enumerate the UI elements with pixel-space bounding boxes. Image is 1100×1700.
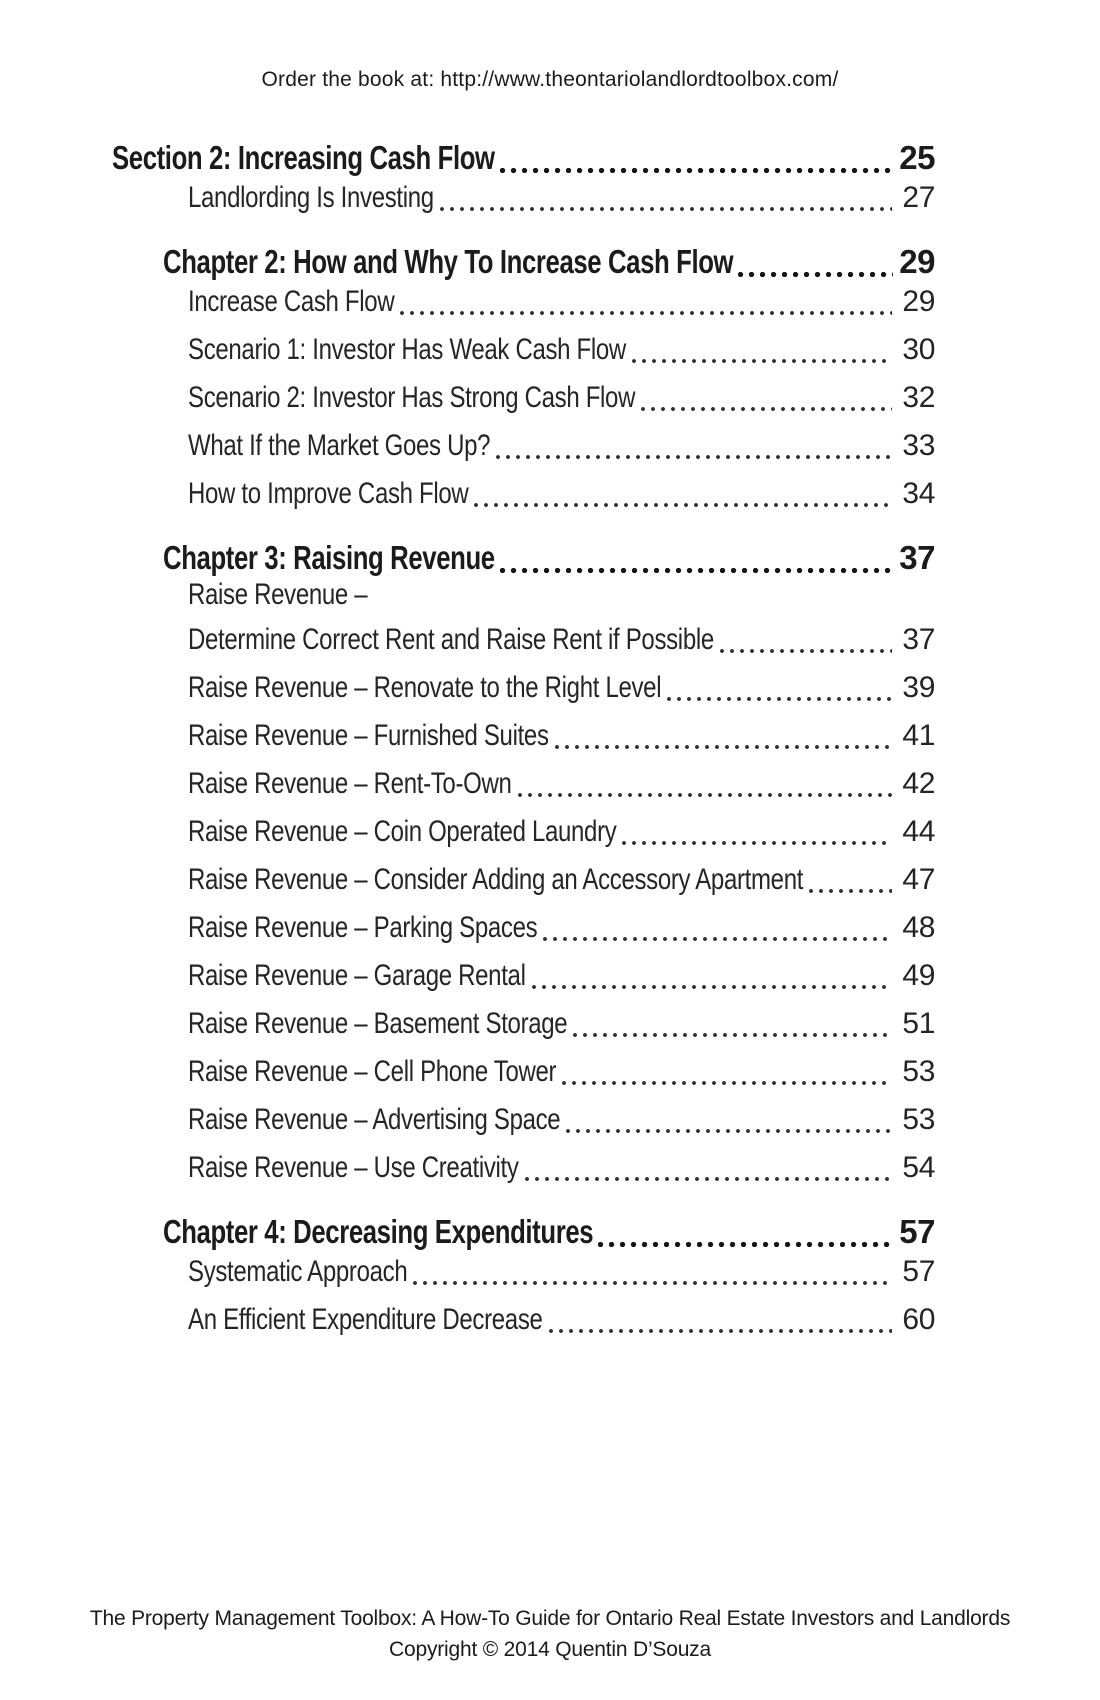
page-number: 53 xyxy=(902,1103,935,1136)
toc-entry-title: How to Improve Cash Flow xyxy=(188,477,469,510)
toc-entry xyxy=(188,1000,935,1048)
page-number: 32 xyxy=(902,381,935,414)
page-number: 33 xyxy=(902,429,935,462)
page-number: 47 xyxy=(902,863,935,896)
dot-leader xyxy=(803,856,900,904)
toc-heading-title: Chapter 3: Raising Revenue xyxy=(163,539,495,576)
dot-leader xyxy=(495,534,898,582)
toc-entry xyxy=(188,904,935,952)
dot-leader xyxy=(661,664,900,712)
toc-entry xyxy=(188,952,935,1000)
dot-leader xyxy=(537,904,900,952)
page-number: 53 xyxy=(902,1055,935,1088)
toc-entry xyxy=(188,1144,935,1192)
toc-entry-title: Raise Revenue – Renovate to the Right Level xyxy=(188,671,662,704)
page-number: 48 xyxy=(902,911,935,944)
toc-entry xyxy=(188,616,935,664)
page-number: 37 xyxy=(902,623,935,656)
page-number: 49 xyxy=(902,959,935,992)
dot-leader xyxy=(519,1144,901,1192)
dot-leader xyxy=(434,174,901,222)
dot-leader xyxy=(468,470,900,518)
toc-entry-title: Increase Cash Flow xyxy=(188,285,395,318)
toc-entry xyxy=(188,1248,935,1296)
page-number: 51 xyxy=(902,1007,935,1040)
toc-entry xyxy=(188,1048,935,1096)
toc-heading-title: Section 2: Increasing Cash Flow xyxy=(112,139,495,176)
toc-entry xyxy=(188,712,935,760)
toc-entry-title: Scenario 2: Investor Has Strong Cash Flow xyxy=(188,381,636,414)
page-number: 54 xyxy=(902,1151,935,1184)
toc-entry-title: Systematic Approach xyxy=(188,1255,408,1288)
dot-leader xyxy=(626,326,900,374)
toc-entry xyxy=(188,470,935,518)
page-number: 60 xyxy=(902,1303,935,1336)
toc-entry xyxy=(188,174,935,222)
toc-entry-title: Raise Revenue – Parking Spaces xyxy=(188,911,538,944)
dot-leader xyxy=(490,422,900,470)
order-book-header-text: Order the book at: http://www.theontariolandlordtoolbox.com/ xyxy=(261,68,839,91)
dot-leader xyxy=(635,374,900,422)
toc-entry xyxy=(188,1296,935,1344)
toc-entry xyxy=(188,326,935,374)
toc-entry-title: Scenario 1: Investor Has Weak Cash Flow xyxy=(188,333,626,366)
page-number: 57 xyxy=(899,1213,935,1250)
toc-entry-title: Determine Correct Rent and Raise Rent if Possible xyxy=(188,623,714,656)
dot-leader xyxy=(560,1096,900,1144)
toc-entry-title: Raise Revenue – Coin Operated Laundry xyxy=(188,815,617,848)
dot-leader xyxy=(567,1000,900,1048)
toc-entry-title: Raise Revenue – Cell Phone Tower xyxy=(188,1055,557,1088)
toc-entry-title: Raise Revenue – Use Creativity xyxy=(188,1151,519,1184)
dot-leader xyxy=(543,1296,901,1344)
dot-leader xyxy=(714,616,900,664)
dot-leader xyxy=(394,278,900,326)
page-footer xyxy=(0,1603,1100,1665)
page-number: 29 xyxy=(902,285,935,318)
page-number: 39 xyxy=(902,671,935,704)
toc-entry-title: Raise Revenue – Consider Adding an Accessory Apartment xyxy=(188,863,804,896)
dot-leader xyxy=(549,712,901,760)
page-number: 44 xyxy=(902,815,935,848)
page-number: 34 xyxy=(902,477,935,510)
page-number: 42 xyxy=(902,767,935,800)
toc-entry-title: An Efficient Expenditure Decrease xyxy=(188,1303,543,1336)
page-number: 30 xyxy=(902,333,935,366)
toc-entry xyxy=(188,760,935,808)
page-number: 29 xyxy=(899,243,935,280)
toc-entry xyxy=(188,278,935,326)
toc-entry-title: What If the Market Goes Up? xyxy=(188,429,491,462)
toc-entry xyxy=(188,856,935,904)
toc-entry xyxy=(188,664,935,712)
dot-leader xyxy=(556,1048,900,1096)
toc-heading-title: Chapter 4: Decreasing Expenditures xyxy=(163,1213,594,1250)
page-number: 37 xyxy=(899,539,935,576)
page-number: 57 xyxy=(902,1255,935,1288)
footer-book-title: The Property Management Toolbox: A How-To Guide for Ontario Real Estate Investors and Landlords xyxy=(89,1607,1011,1630)
toc-entry-title: Landlording Is Investing xyxy=(188,181,434,214)
toc-entry-title: Raise Revenue – Rent-To-Own xyxy=(188,767,512,800)
toc-entry xyxy=(188,808,935,856)
toc-entry-title: Raise Revenue – Garage Rental xyxy=(188,959,526,992)
dot-leader xyxy=(616,808,900,856)
page-number: 27 xyxy=(902,181,935,214)
toc-entry-title: Raise Revenue – Furnished Suites xyxy=(188,719,549,752)
toc-heading-title: Chapter 2: How and Why To Increase Cash Flow xyxy=(163,243,734,280)
toc-entry-title: Raise Revenue – xyxy=(188,578,368,611)
toc-entry xyxy=(188,374,935,422)
dot-leader xyxy=(512,760,901,808)
toc-entry xyxy=(188,1096,935,1144)
toc-entry xyxy=(188,422,935,470)
footer-copyright: Copyright © 2014 Quentin D’Souza xyxy=(389,1638,711,1661)
page-number: 25 xyxy=(899,139,935,176)
toc-entry-title: Raise Revenue – Advertising Space xyxy=(188,1103,561,1136)
page-number: 41 xyxy=(902,719,935,752)
dot-leader xyxy=(526,952,901,1000)
dot-leader xyxy=(407,1248,900,1296)
toc-entry-title: Raise Revenue – Basement Storage xyxy=(188,1007,568,1040)
table-of-contents xyxy=(112,134,935,1344)
